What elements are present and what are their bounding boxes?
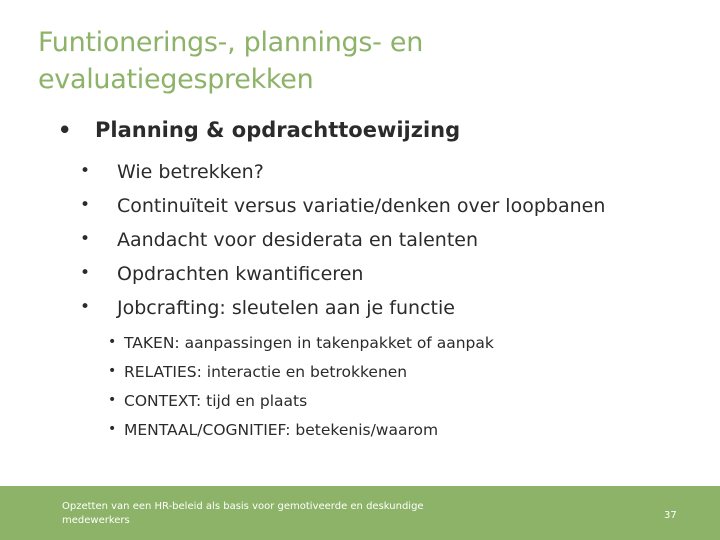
- sub-sub-bullet-text: CONTEXT: tijd en plaats: [124, 392, 308, 410]
- sub-bullet-text: Wie betrekken?: [117, 161, 264, 183]
- bullet-marker: •: [58, 118, 72, 142]
- bullet-marker: •: [80, 263, 91, 283]
- bullet-marker: •: [80, 195, 91, 215]
- bullet-marker: •: [108, 334, 117, 350]
- bullet-marker: •: [80, 229, 91, 249]
- footer-bar: [0, 486, 720, 540]
- sub-bullet-text: Continuïteit versus variatie/denken over loopbanen: [117, 195, 606, 217]
- slide-title-line-2: evaluatiegesprekken: [38, 64, 314, 95]
- sub-bullet-text: Aandacht voor desiderata en talenten: [117, 229, 479, 251]
- bullet-marker: •: [108, 363, 117, 379]
- sub-sub-bullet-text: RELATIES: interactie en betrokkenen: [124, 363, 408, 381]
- sub-bullet-text: Jobcrafting: sleutelen aan je functie: [117, 297, 455, 319]
- sub-sub-bullet-text: MENTAAL/COGNITIEF: betekenis/waarom: [124, 421, 439, 439]
- sub-bullet-text: Opdrachten kwantificeren: [117, 263, 364, 285]
- page-number: 37: [664, 510, 677, 521]
- footer-text: Opzetten van een HR-beleid als basis voor gemotiveerde en deskundige medewerkers: [62, 501, 424, 526]
- sub-sub-bullet-text: TAKEN: aanpassingen in takenpakket of aanpak: [124, 334, 494, 352]
- bullet-marker: •: [108, 392, 117, 408]
- bullet-marker: •: [80, 297, 91, 317]
- slide-title-line-1: Funtionerings-, plannings- en: [38, 27, 424, 58]
- slide-title: [38, 24, 678, 98]
- main-bullet-text: Planning & opdrachttoewijzing: [95, 118, 461, 142]
- bullet-marker: •: [108, 421, 117, 437]
- bullet-marker: •: [80, 161, 91, 181]
